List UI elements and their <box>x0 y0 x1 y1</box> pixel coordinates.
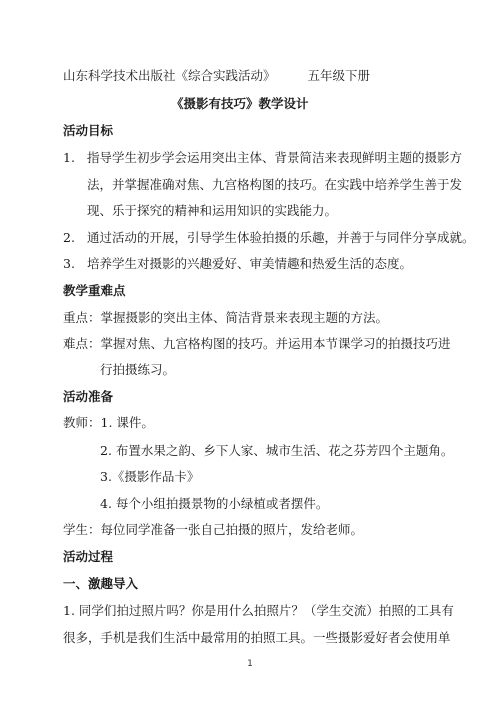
teacher-prep-line-1: 教师：1. 课件。 <box>63 415 154 430</box>
section-heading-preparation: 活动准备 <box>63 389 114 404</box>
student-prep-line: 学生：每位同学准备一张自己拍摄的照片，发给老师。 <box>63 522 364 537</box>
objective-item-2-text: 通过活动的开展，引导学生体验拍摄的乐趣，并善于与同伴分享成就。 <box>87 230 475 245</box>
page-number: 1 <box>247 659 253 669</box>
section-heading-process: 活动过程 <box>63 549 114 564</box>
publisher-line <box>63 68 370 84</box>
objective-item-2 <box>63 230 475 246</box>
process-paragraph-line-2: 很多，手机是我们生活中最常用的拍照工具。一些摄影爱好者会使用单 <box>63 630 451 645</box>
objective-item-3 <box>63 256 412 272</box>
teacher-prep-line-3: 3.《摄影作品卡》 <box>100 469 200 484</box>
objective-item-1-line-2: 法，并掌握准确对焦、九宫格构图的技巧。在实践中培养学生善于发 <box>87 177 463 192</box>
grade-text: 五年级下册 <box>307 68 371 83</box>
objective-item-1-text-1: 指导学生初步学会运用突出主体、背景简洁来表现鲜明主题的摄影方 <box>87 150 463 165</box>
publisher-text: 山东科学技术出版社《综合实践活动》 <box>63 68 276 83</box>
process-paragraph-line-1: 1. 同学们拍过照片吗？你是用什么拍照片？（学生交流）拍照的工具有 <box>63 603 454 618</box>
objective-item-2-number: 2. <box>63 230 75 245</box>
teacher-prep-line-2: 2. 布置水果之韵、乡下人家、城市生活、花之芬芳四个主题角。 <box>100 443 454 458</box>
objective-item-3-number: 3. <box>63 256 75 271</box>
objective-item-1-line-1 <box>63 150 462 166</box>
key-point-focus: 重点：掌握摄影的突出主体、简洁背景来表现主题的方法。 <box>63 310 389 325</box>
key-point-difficulty-line-1: 难点：掌握对焦、九宫格构图的技巧。并运用本节课学习的拍摄技巧进 <box>63 336 451 351</box>
key-point-difficulty-line-2: 行拍摄练习。 <box>100 362 176 377</box>
process-sub-heading: 一、激趣导入 <box>63 576 139 591</box>
objective-item-1-number: 1. <box>63 150 75 165</box>
section-heading-key-points: 教学重难点 <box>63 283 126 298</box>
objective-item-3-text: 培养学生对摄影的兴趣爱好、审美情趣和热爱生活的态度。 <box>87 256 413 271</box>
teacher-prep-line-4: 4. 每个小组拍摄景物的小绿植或者摆件。 <box>100 496 329 511</box>
section-heading-objectives: 活动目标 <box>63 123 114 138</box>
document-title: 《摄影有技巧》教学设计 <box>171 96 309 111</box>
objective-item-1-line-3: 现、乐于探究的精神和运用知识的实践能力。 <box>87 203 338 218</box>
